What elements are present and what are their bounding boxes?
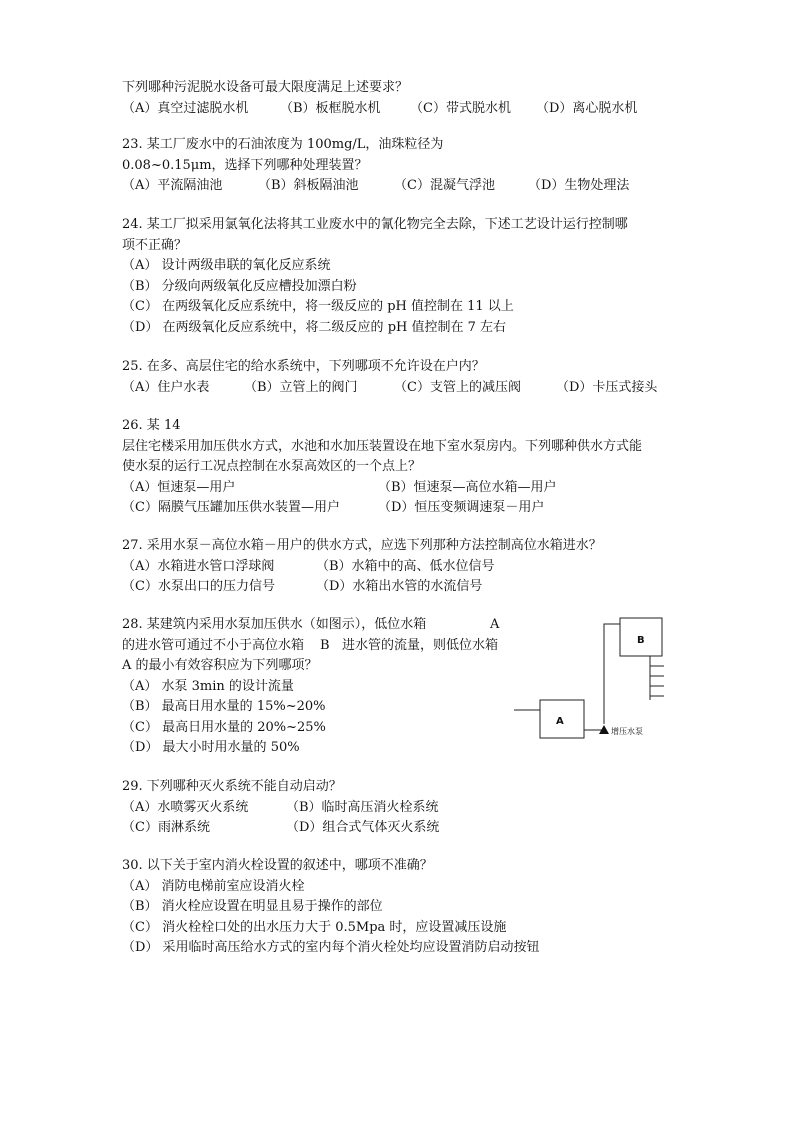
q23-option-d: （D）生物处理法 xyxy=(528,178,630,193)
q30-option-c: （C） 消火栓栓口处的出水压力大于 0.5Mpa 时，应设置减压设施 xyxy=(122,919,507,935)
question-25 xyxy=(122,357,682,398)
q22-option-d: （D）离心脱水机 xyxy=(536,100,638,116)
q25-options xyxy=(122,378,682,399)
q29-option-d: （D）组合式气体灭火系统 xyxy=(286,820,440,835)
q22-options xyxy=(122,99,682,120)
q26-option-d: （D）恒压变频调速泵－用户 xyxy=(378,500,545,515)
q22-option-a: （A）真空过滤脱水机 xyxy=(122,100,249,116)
q24-option-b: （B） 分级向两级氧化反应槽投加漂白粉 xyxy=(122,278,357,294)
q26-options-row2 xyxy=(122,498,682,519)
q27-option-b: （B）水箱中的高、低水位信号 xyxy=(316,558,495,574)
q28-option-a: （A） 水泵 3min 的设计流量 xyxy=(122,678,294,694)
question-30 xyxy=(122,856,682,959)
q30-option-d: （D） 采用临时高压给水方式的室内每个消火栓处均应设置消防启动按钮 xyxy=(122,940,540,955)
question-23 xyxy=(122,135,682,197)
q28-option-c: （C） 最高日用水量的 20%~25% xyxy=(122,719,326,735)
question-28 xyxy=(122,615,512,759)
q28-stem-line3: A 的最小有效容积应为下列哪项？ xyxy=(122,658,318,673)
q24-stem-line2: 项不正确？ xyxy=(122,237,188,253)
question-24 xyxy=(122,215,682,338)
q25-option-d: （D）卡压式接头 xyxy=(556,379,658,395)
q29-option-b: （B）临时高压消火栓系统 xyxy=(286,799,439,815)
q28-stem-line2-text-a: 的进水管可通过不小于高位水箱 xyxy=(122,637,305,653)
q28-stem-line1-tank: A xyxy=(490,617,500,632)
q28-stem-line1 xyxy=(122,615,512,636)
tank-a-label: A xyxy=(556,716,564,727)
q24-option-d: （D） 在两级氧化反应系统中，将二级反应的 pH 值控制在 7 左右 xyxy=(122,319,507,335)
q30-option-b: （B） 消火栓应设置在明显且易于操作的部位 xyxy=(122,899,383,914)
q29-option-a: （A）水喷雾灭火系统 xyxy=(122,799,249,815)
q29-stem: 29. 下列哪种灭火系统不能自动启动？ xyxy=(122,779,342,794)
supply-pipe xyxy=(604,624,620,724)
q27-stem: 27. 采用水泵－高位水箱－用户的供水方式，应选下列那种方法控制高位水箱进水？ xyxy=(122,538,602,553)
q23-stem-line1: 23. 某工厂废水中的石油浓度为 100mg/L，油珠粒径为 xyxy=(122,137,444,152)
question-29 xyxy=(122,777,682,839)
q24-option-c: （C） 在两级氧化反应系统中，将一级反应的 pH 值控制在 11 以上 xyxy=(122,299,514,314)
q28-option-b: （B） 最高日用水量的 15%~20% xyxy=(122,699,326,714)
q25-option-a: （A）住户水表 xyxy=(122,379,210,395)
question-27 xyxy=(122,536,682,598)
q30-option-a: （A） 消防电梯前室应设消火栓 xyxy=(122,878,305,894)
q26-stem-line2: 层住宅楼采用加压供水方式，水池和水加压装置设在地下室水泵房内。下列哪种供水方式能 xyxy=(122,438,643,454)
q26-option-c: （C）隔膜气压罐加压供水装置—用户 xyxy=(122,500,340,515)
q26-stem-line3: 使水泵的运行工况点控制在水泵高效区的一个点上？ xyxy=(122,459,422,474)
q27-options-row2 xyxy=(122,577,682,598)
q29-option-c: （C）雨淋系统 xyxy=(122,820,210,835)
q22-option-b: （B）板框脱水机 xyxy=(280,100,381,116)
q22-stem: 下列哪种污泥脱水设备可最大限度满足上述要求？ xyxy=(122,80,409,95)
pump-label: 增压水泵 xyxy=(611,727,643,736)
q23-option-b: （B）斜板隔油池 xyxy=(258,178,359,193)
question-26 xyxy=(122,416,682,519)
q22-option-c: （C）带式脱水机 xyxy=(410,100,511,116)
q28-stem-line2-tank: B xyxy=(320,637,330,653)
q23-option-a: （A）平流隔油池 xyxy=(122,178,223,193)
q28-stem-line1-text: 28. 某建筑内采用水泵加压供水（如图示），低位水箱 xyxy=(122,617,427,632)
q27-option-c: （C）水泵出口的压力信号 xyxy=(122,579,275,594)
q24-option-a: （A） 设计两级串联的氧化反应系统 xyxy=(122,258,331,273)
q25-option-b: （B）立管上的阀门 xyxy=(244,379,358,395)
pump-diagram xyxy=(510,612,670,744)
q29-options-row1 xyxy=(122,798,682,819)
q25-stem: 25. 在多、高层住宅的给水系统中，下列哪项不允许设在户内？ xyxy=(122,359,485,374)
q26-options-row1 xyxy=(122,478,682,499)
q24-stem-line1: 24. 某工厂拟采用氯氧化法将其工业废水中的氰化物完全去除，下述工艺设计运行控制哪 xyxy=(122,217,628,232)
question-22 xyxy=(122,78,682,119)
q30-stem: 30. 以下关于室内消火栓设置的叙述中，哪项不准确？ xyxy=(122,858,433,873)
q27-option-a: （A）水箱进水管口浮球阀 xyxy=(122,558,275,574)
q25-option-c: （C）支管上的减压阀 xyxy=(394,379,521,395)
q28-option-d: （D） 最大小时用水量的 50% xyxy=(122,740,300,755)
q23-option-c: （C）混凝气浮池 xyxy=(394,178,495,193)
q26-option-b: （B）恒速泵—高位水箱—用户 xyxy=(378,479,557,495)
tank-b-label: B xyxy=(637,635,645,646)
q23-options xyxy=(122,176,682,197)
q27-option-d: （D）水箱出水管的水流信号 xyxy=(316,579,483,594)
q27-options-row1 xyxy=(122,557,682,578)
q23-stem-line2: 0.08~0.15μm，选择下列哪种处理装置？ xyxy=(122,157,368,173)
q26-option-a: （A）恒速泵—用户 xyxy=(122,479,236,495)
q26-stem-line1: 26. 某 14 xyxy=(122,418,181,433)
q29-options-row2 xyxy=(122,818,682,839)
q28-stem-line2-text-b: 进水管的流量，则低位水箱 xyxy=(342,637,499,653)
q28-stem-line2 xyxy=(122,636,512,657)
